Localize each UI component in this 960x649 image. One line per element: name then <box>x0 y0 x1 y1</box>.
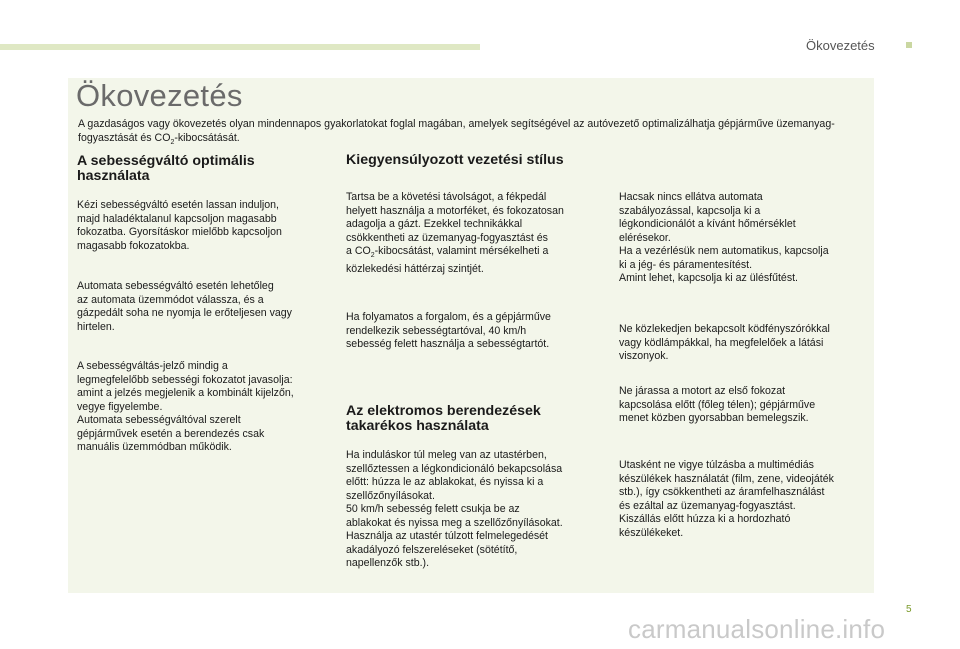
gearbox-heading: A sebességváltó optimális használata <box>77 153 255 184</box>
header-marker <box>906 42 912 48</box>
multimedia-paragraph: Utasként ne vigye túlzásba a multimédiás készülékek használatát (film, zene, videojáték stb.), így csökkentheti az áramfelhasználást és ezáltal az üzemanyag-fogyasztást. Kiszállás előtt húzza ki a hordozható készülékeket. <box>619 459 834 539</box>
air-conditioning-paragraph: Hacsak nincs ellátva automata szabályozással, kapcsolja ki a légkondicionálót a kívánt hőmérséklet elérésekor. Ha a vezérlésük nem automatikus, kapcsolja ki a jég- és páramentesítést. Amint lehet, kapcsolja ki az ülésfűtést. <box>619 191 829 284</box>
electrical-equipment-heading: Az elektromos berendezések takarékos használata <box>346 403 541 434</box>
cruise-control-paragraph: Ha folyamatos a forgalom, és a gépjárműve rendelkezik sebességtartóval, 40 km/h sebesség felett használja a sebességtartót. <box>346 311 551 350</box>
engine-warmup-paragraph: Ne járassa a motort az első fokozat kapcsolása előtt (főleg télen); gépjárműve menet közben gyorsabban bemelegszik. <box>619 385 816 424</box>
ventilation-paragraph: Ha induláskor túl meleg van az utastérben, szellőztessen a légkondicionáló bekapcsolása előtt: húzza le az ablakokat, és nyissa ki a szellőzőnyílásokat. 50 km/h sebesség felett csukja be az ablakokat és nyissa meg a szellőzőnyílásokat. Használja az utastér túlzott felmelegedését akadályozó felszereléseket (sötétítő, napellenzők stb.). <box>346 449 563 569</box>
running-header-title: Ökovezetés <box>806 38 875 53</box>
page-number: 5 <box>906 604 912 615</box>
watermark: carmanualsonline.info <box>628 614 886 644</box>
manual-gearbox-paragraph: Kézi sebességváltó esetén lassan induljon, majd haladéktalanul kapcsoljon magasabb fokozatba. Gyorsításkor mielőbb kapcsoljon magasabb fokozatokba. <box>77 199 282 252</box>
driving-style-heading: Kiegyensúlyozott vezetési stílus <box>346 152 564 168</box>
automatic-gearbox-paragraph: Automata sebességváltó esetén lehetőleg az automata üzemmódot válassza, és a gázpedált soha ne nyomja le erőteljesen vagy hirtelen. <box>77 280 292 333</box>
intro-paragraph: A gazdaságos vagy ökovezetés olyan mindennapos gyakorlatokat foglal magában, amelyek segítségével az autóvezető optimalizálhatja gépjárműve üzemanyag-fogyasztását és $CO_2$-kibocsátását. <box>78 118 835 147</box>
driving-style-paragraph: Tartsa be a követési távolságot, a fékpedál helyett használja a motorféket, és fokozatosan adagolja a gázt. Ezekkel technikákkal csökkentheti az üzemanyag-fogyasztást és a $CO_2$-kibocsátást, valamint mérsékelheti a közlekedési háttérzaj szintjét. <box>346 191 564 275</box>
page-title: Ökovezetés <box>76 78 243 113</box>
gear-indicator-paragraph: A sebességváltás-jelző mindig a legmegfelelőbb sebességi fokozatot javasolja: amint a jelzés megjelenik a kombinált kijelzőn, vegye figyelembe. Automata sebességváltóval szerelt gépjárművek esetén a berendezés csak manuális üzemmódban működik. <box>77 360 294 453</box>
fog-lights-paragraph: Ne közlekedjen bekapcsolt ködfényszórókkal vagy ködlámpákkal, ha megfelelőek a látási viszonyok. <box>619 323 830 362</box>
header-accent-bar <box>0 44 480 50</box>
